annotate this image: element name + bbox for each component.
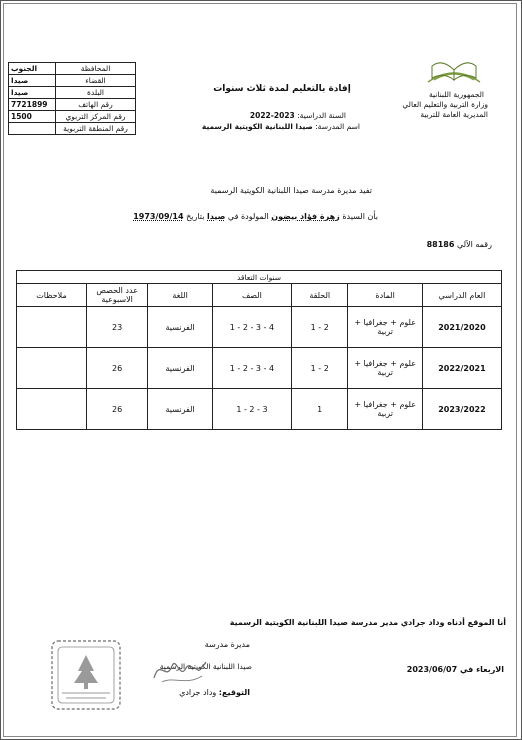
hours-cell: 23 [86, 307, 147, 348]
principal-role: مديرة مدرسة [204, 640, 250, 649]
signature-line: التوقيع: وداد جرادي [179, 688, 250, 697]
id-line: رقمه الآلي 88186 [426, 240, 492, 249]
language-cell: الفرنسية [148, 348, 213, 389]
notes-cell [17, 348, 87, 389]
table-caption: سنوات التعاقد [17, 271, 502, 284]
hours-cell: 26 [86, 389, 147, 430]
year-cell: 2021/2020 [422, 307, 501, 348]
ministry-line: وزارة التربية والتعليم العالي [402, 100, 488, 109]
subject-cell: علوم + جغرافيا + تربية [348, 307, 422, 348]
ministry-book-logo-icon [424, 56, 484, 88]
ministry-line: المديرية العامة للتربية [420, 110, 488, 119]
birth-place: صيدا [207, 212, 226, 221]
school-year-line: السنة الدراسية: 2022-2023 [249, 111, 346, 120]
cycle-cell: 1 - 2 [291, 348, 348, 389]
year-cell: 2022/2021 [422, 348, 501, 389]
language-cell: الفرنسية [148, 307, 213, 348]
notes-cell [17, 307, 87, 348]
cycle-cell: 1 [291, 389, 348, 430]
table-row [17, 389, 502, 430]
date-line: الاربعاء في 2023/06/07 [406, 665, 504, 674]
column-header: الصف [212, 284, 291, 307]
table-row [17, 348, 502, 389]
contract-years-table [16, 270, 502, 430]
hours-cell: 26 [86, 348, 147, 389]
id-number: 88186 [426, 240, 455, 249]
official-stamp-icon [48, 637, 124, 713]
column-header: الحلقة [291, 284, 348, 307]
ministry-header [402, 90, 488, 120]
grade-cell: 1 - 2 - 3 - 4 [212, 348, 291, 389]
document-title: إفادة بالتعليم لمدة ثلاث سنوات [213, 84, 351, 94]
birth-date: 1973/09/14 [133, 212, 184, 221]
grade-cell: 1 - 2 - 3 - 4 [212, 307, 291, 348]
column-header: اللغة [148, 284, 213, 307]
grade-cell: 1 - 2 - 3 [212, 389, 291, 430]
language-cell: الفرنسية [148, 389, 213, 430]
school-name-line: اسم المدرسة: صيدا اللبنانية الكويتية الرسمية [201, 122, 360, 131]
info-row: 1500 رقم المركز التربوي [9, 111, 136, 123]
teacher-name: زهرة فؤاد بيضون [271, 212, 340, 221]
info-row: رقم المنطقة التربوية [9, 123, 136, 135]
handwritten-signature-icon [150, 652, 210, 688]
table-row [17, 307, 502, 348]
column-header: عدد الحصص الاسبوعية [86, 284, 147, 307]
info-row: صيدا البلدة [9, 87, 136, 99]
ministry-line: الجمهورية اللبنانية [428, 90, 484, 99]
notes-cell [17, 389, 87, 430]
column-header: ملاحظات [17, 284, 87, 307]
subject-cell: علوم + جغرافيا + تربية [348, 389, 422, 430]
subject-cell: علوم + جغرافيا + تربية [348, 348, 422, 389]
teacher-line: بأن السيدة زهرة فؤاد بيضون المولودة في صيدا بتاريخ 1973/09/14 [133, 212, 378, 221]
table-header-row [17, 284, 502, 307]
year-cell: 2023/2022 [422, 389, 501, 430]
column-header: المادة [348, 284, 422, 307]
issue-date: 2023/06/07 [406, 665, 458, 674]
info-row: الجنوب المحافظة [9, 63, 136, 75]
school-info-box [8, 62, 136, 135]
column-header: العام الدراسي [422, 284, 501, 307]
signer-statement: أنا الموقع أدناه وداد جرادي مدير مدرسة صيدا اللبنانية الكويتية الرسمية [229, 618, 506, 627]
cycle-cell: 1 - 2 [291, 307, 348, 348]
info-row: صيدا القضاء [9, 75, 136, 87]
school-name-signature: صيدا اللبنانية الكويتية الرسمية [159, 662, 252, 671]
table-caption-row [17, 271, 502, 284]
info-row: 7721899 رقم الهاتف [9, 99, 136, 111]
statement-line: تفيد مديرة مدرسة صيدا اللبنانية الكويتية الرسمية [210, 186, 372, 195]
